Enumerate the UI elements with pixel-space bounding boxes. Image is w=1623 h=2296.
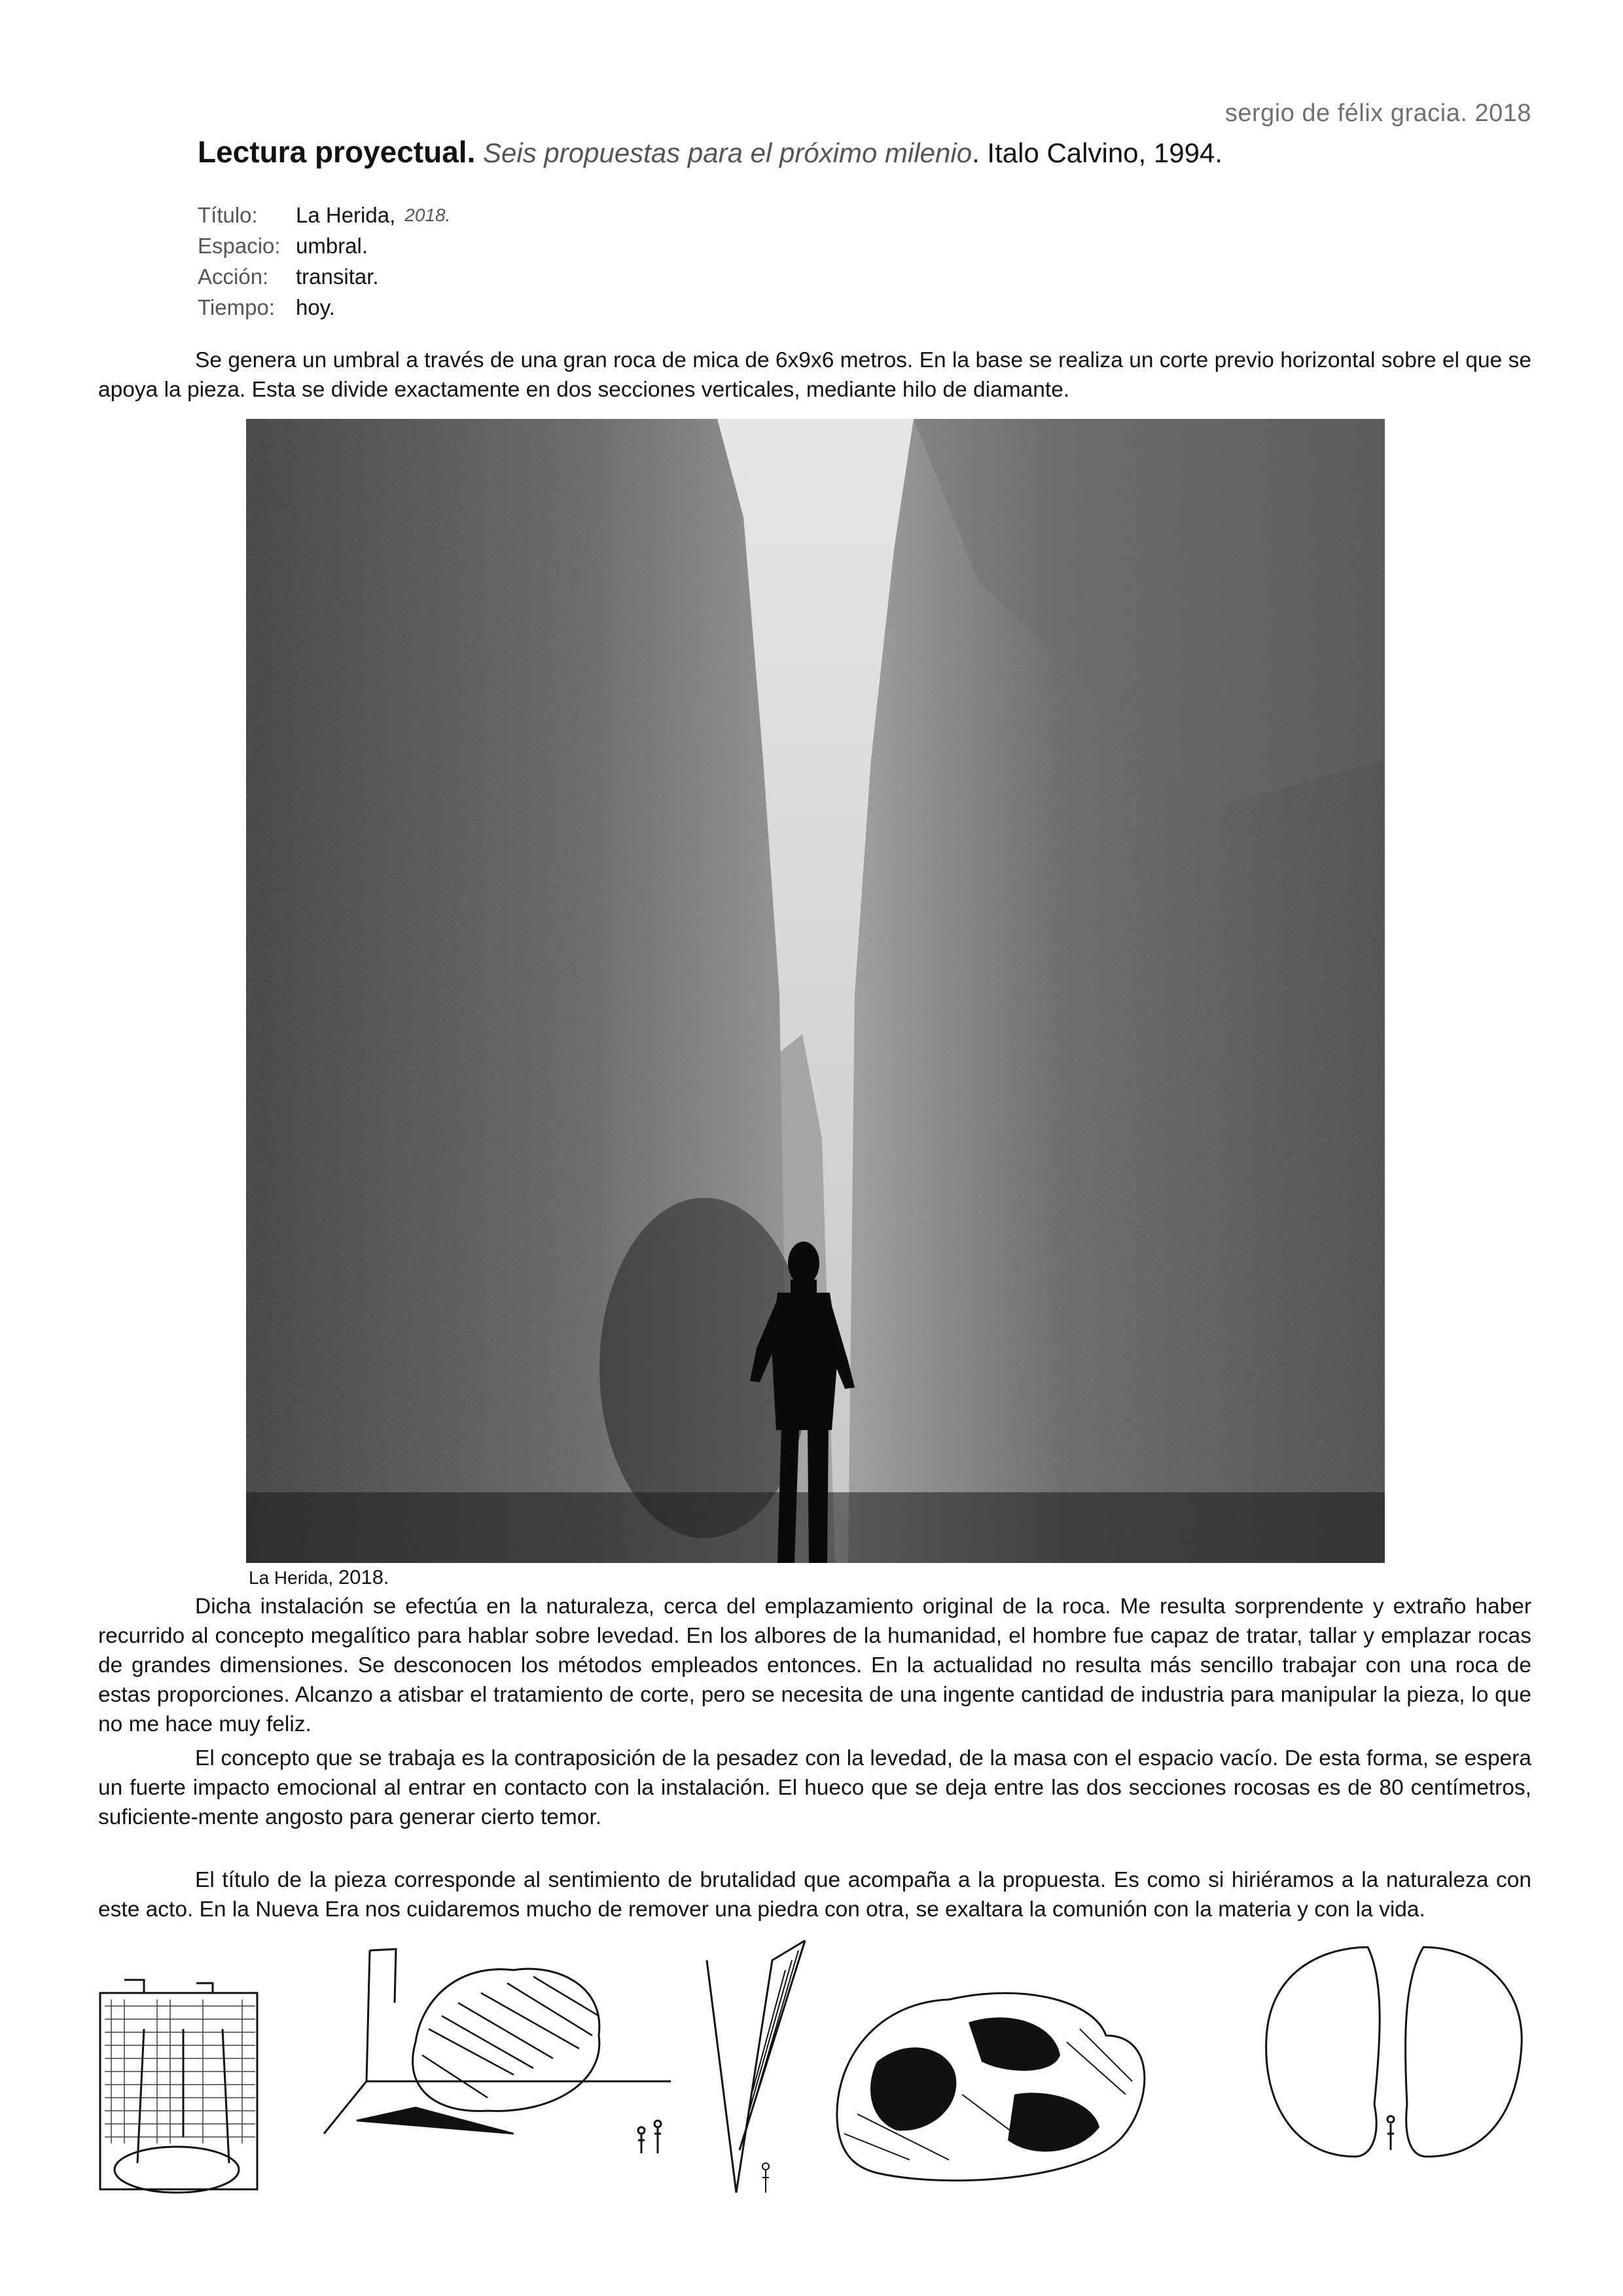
sketch-split-rock [1257,1941,1538,2176]
meta-label: Acción: [198,264,269,289]
meta-row-title [198,200,450,230]
caption-year: 2018. [338,1566,389,1588]
meta-label: Tiempo: [198,295,275,319]
sketch-rock-room [317,1937,684,2199]
meta-year: 2018. [404,205,451,225]
meta-label: Espacio: [198,234,281,258]
paragraph-concept [98,1744,1531,1832]
paragraph-intro [98,346,1531,404]
meta-row-action [198,261,450,292]
caption-title: La Herida, [249,1568,334,1588]
title-author: Italo Calvino, 1994. [987,137,1222,168]
meta-row-space [198,230,450,261]
figure-caption [249,1566,389,1589]
paragraph-text: Se genera un umbral a través de una gran roca de mica de 6x9x6 metros. En la base se realiza un corte previo horizontal sobre el que se apoya la pieza. Esta se divide exactamente en dos secciones verticales, mediante hilo de diamante. [98,348,1531,402]
meta-value: transitar. [296,264,379,289]
rock-photograph [246,419,1385,1563]
sketch-rock-mass [818,1964,1185,2199]
page-title: Lectura proyectual. Seis propuestas para el próximo milenio. Italo Calvino, 1994. [198,135,1222,169]
meta-value: La Herida, [296,203,396,227]
paragraph-text: Dicha instalación se efectúa en la naturaleza, cerca del emplazamiento original de la roca. Me resulta sorprendente y extraño haber recurrido al concepto megalítico para hablar sobre levedad. En los albores de la humanidad, el hombre fue capaz de tratar, tallar y emplazar rocas de grandes dimensiones. Se desconocen los métodos empleados entonces. En la actualidad no resulta más sencillo trabajar con una roca de estas proporciones. Alcanzo a atisbar el tratamiento de corte, pero se necesita de una ingente cantidad de industria para manipular la pieza, lo que no me hace muy feliz. [98,1594,1531,1736]
paragraph-text: El concepto que se trabaja es la contraposición de la pesadez con la levedad, de la masa con el espacio vacío. De esta forma, se espera un fuerte impacto emocional al entrar en contacto con la instalación. El hueco que se deja entre las dos secciones rocosas es de 80 centímetros, suficiente-mente angosto para generar cierto temor. [98,1746,1531,1829]
paragraph-title-meaning [98,1865,1531,1924]
meta-value: hoy. [296,295,335,319]
title-book: Seis propuestas para el próximo milenio [483,137,972,168]
meta-value: umbral. [296,234,368,258]
author-signature: sergio de félix gracia. 2018 [1224,99,1531,127]
sketch-section [98,1967,262,2215]
meta-label: Título: [198,203,258,227]
sketch-cut [700,1934,812,2209]
paragraph-text: El título de la pieza corresponde al sentimiento de brutalidad que acompaña a la propuesta. Es como si hiriéramos a la naturaleza con este acto. En la Nueva Era nos cuidaremos mucho de remover una piedra con otra, se exaltara la comunión con la materia y con la vida. [98,1868,1531,1922]
title-bold: Lectura proyectual [198,135,467,169]
paragraph-installation [98,1592,1531,1739]
meta-row-time [198,292,450,323]
metadata-block [198,200,450,323]
